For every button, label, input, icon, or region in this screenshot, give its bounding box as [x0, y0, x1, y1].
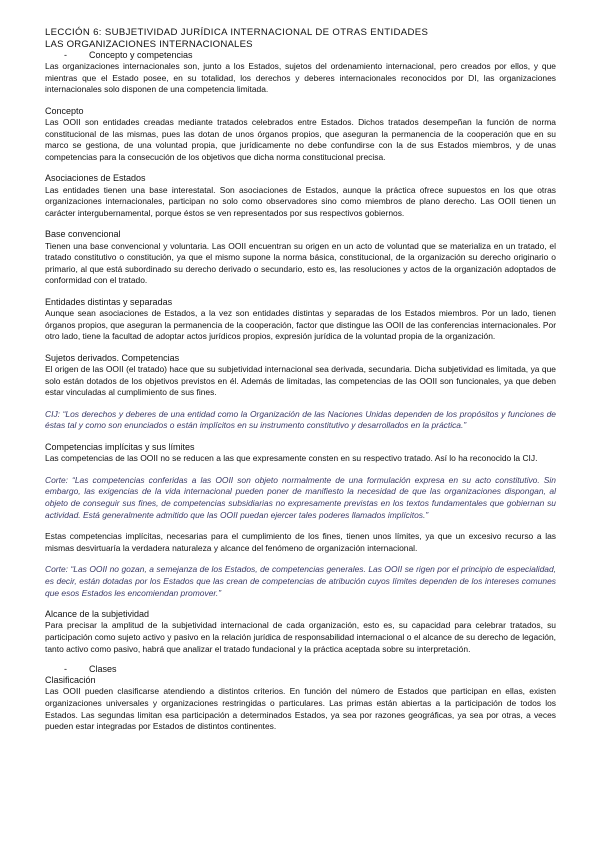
dash-glyph: -: [64, 50, 67, 60]
quote-cij: CIJ: “Los derechos y deberes de una entidad como la Organización de las Naciones Unidas dependen de los propósitos y funciones de éstas tal y como son enunciados o están implícitos en su instrumento constitutivo y desarrollados en la práctica.”: [45, 408, 556, 431]
paragraph-limites: Estas competencias implícitas, necesarias para el cumplimiento de los fines, tienen unos límites, ya que un excesivo recurso a las mismas desvirtuaría la verdadera naturaleza y alcance del fenómeno de organización internacional.: [45, 531, 556, 553]
section-subtitle: LAS ORGANIZACIONES INTERNACIONALES: [45, 38, 253, 50]
paragraph-entidades: Aunque sean asociaciones de Estados, a la vez son entidades distintas y separadas de los Estados miembros. Por un lado, tienen órganos propios, que aseguran la permanencia de la cooperación, factor que distingue las OOII de las conferencias internacionales. Por otro lado, tiene la facultad de adoptar actos jurídicos propios, expresión jurídica de la voluntad propia de la organización.: [45, 308, 556, 342]
paragraph-base-convencional: Tienen una base convencional y voluntaria. Las OOII encuentran su origen en un acto de voluntad que se materializa en un tratado, el tratado constitutivo o constitución, ya que el mismo supone la norma básica, constitucional, de la organización su derecho originario o primario, al que está subordinado su derecho derivado o secundario, esto es, las resoluciones y actos de la organización adoptados de conformidad con el tratado.: [45, 240, 556, 286]
paragraph-sujetos-derivados: El origen de las OOII (el tratado) hace que su subjetividad internacional sea derivada, secundaria. Dicha subjetividad es limitada, ya que solo están dotados de los objetivos previstos en él. Además de limitadas, las competencias de las OOII son funcionales, ya que deben estar vinculadas al cumplimiento de sus fines.: [45, 364, 556, 398]
intro-paragraph: Las organizaciones internacionales son, junto a los Estados, sujetos del ordenamiento internacional, pero creados por ellos, y que mientras que el Estado posee, en su totalidad, los derechos y deberes internacionales reconocidos por DI, las organizaciones internacionales solo disponen de una competencia limitada.: [45, 61, 556, 95]
heading-competencias-implicitas: Competencias implícitas y sus límites: [45, 442, 195, 453]
lesson-title: LECCIÓN 6: SUBJETIVIDAD JURÍDICA INTERNACIONAL DE OTRAS ENTIDADES: [45, 27, 429, 38]
heading-concepto: Concepto: [45, 105, 84, 116]
bullet-concepto-competencias: - Concepto y competencias: [64, 50, 193, 60]
dash-glyph: -: [64, 664, 67, 675]
paragraph-competencias-implicitas: Las competencias de las OOII no se reducen a las que expresamente consten en su respectivo tratado. Así lo ha reconocido la CIJ.: [45, 453, 538, 464]
paragraph-clasificacion: Las OOII pueden clasificarse atendiendo a distintos criterios. En función del número de Estados que participan en ellas, existen organizaciones universales y organizaciones restringidas o particulares. Las primas están abiertas a la participación de todos los Estados. Las segundas limitan esa participación a determinados Estados, ya sea por razones geográficas, ya sea por otras, a veces pueden estar integradas por Estados de distintos continentes.: [45, 686, 556, 732]
heading-alcance: Alcance de la subjetividad: [45, 609, 150, 620]
bullet-clases: - Clases: [64, 664, 117, 675]
heading-entidades: Entidades distintas y separadas: [45, 296, 173, 307]
heading-base-convencional: Base convencional: [45, 229, 121, 240]
paragraph-asociaciones: Las entidades tienen una base interestatal. Son asociaciones de Estados, aunque la práctica ofrece supuestos en los que otras organizaciones internacionales, participan no solo como observadores sino como miembros de plano derecho. Las OOII tienen un carácter intergubernamental, porque éstos se ven representados por sus respectivos gobiernos.: [45, 184, 556, 218]
quote-corte-1: Corte: “Las competencias conferidas a las OOII son objeto normalmente de una formulación expresa en su acto constitutivo. Sin embargo, las exigencias de la vida internacional pueden poner de manifiesto la necesidad de que las organizaciones dispongan, al objeto de conseguir sus fines, de competencias subsidiarias no expresamente previstas en los textos fundamentales que gobiernan su actividad. Está generalmente admitido que las OOII puedan ejercer tales poderes llamados implícitos.”: [45, 474, 556, 520]
paragraph-alcance: Para precisar la amplitud de la subjetividad internacional de cada organización, esto es, su capacidad para celebrar tratados, su participación como sujeto activo y pasivo en la relación jurídica de responsabilidad internacional o el alcance de su derecho de legación, tanto activo como pasivo, habrá que analizar el tratado fundacional y la práctica aceptada sobre su interpretación.: [45, 620, 556, 654]
heading-clasificacion: Clasificación: [45, 675, 96, 686]
heading-sujetos-derivados: Sujetos derivados. Competencias: [45, 352, 180, 363]
heading-asociaciones: Asociaciones de Estados: [45, 173, 146, 184]
paragraph-concepto: Las OOII son entidades creadas mediante tratados celebrados entre Estados. Dichos tratados desempeñan la función de norma constitucional de las mismas, pues las dotan de unos órganos propios, que aseguran la permanencia de la cooperación que en su marco se gestiona, de una voluntad propia, que jurídicamente no debe confundirse con la de sus Estados miembros, y de unas competencias para la consecución de los objetivos que dicha norma constitucional precisa.: [45, 116, 556, 162]
quote-corte-2: Corte: “Las OOII no gozan, a semejanza de los Estados, de competencias generales. Las OOII se rigen por el principio de especialidad, es decir, están dotadas por los Estados que las crean de competencias de atribución cuyos límites dependen de los intereses comunes que esos Estados les encomiendan promover.”: [45, 564, 556, 598]
